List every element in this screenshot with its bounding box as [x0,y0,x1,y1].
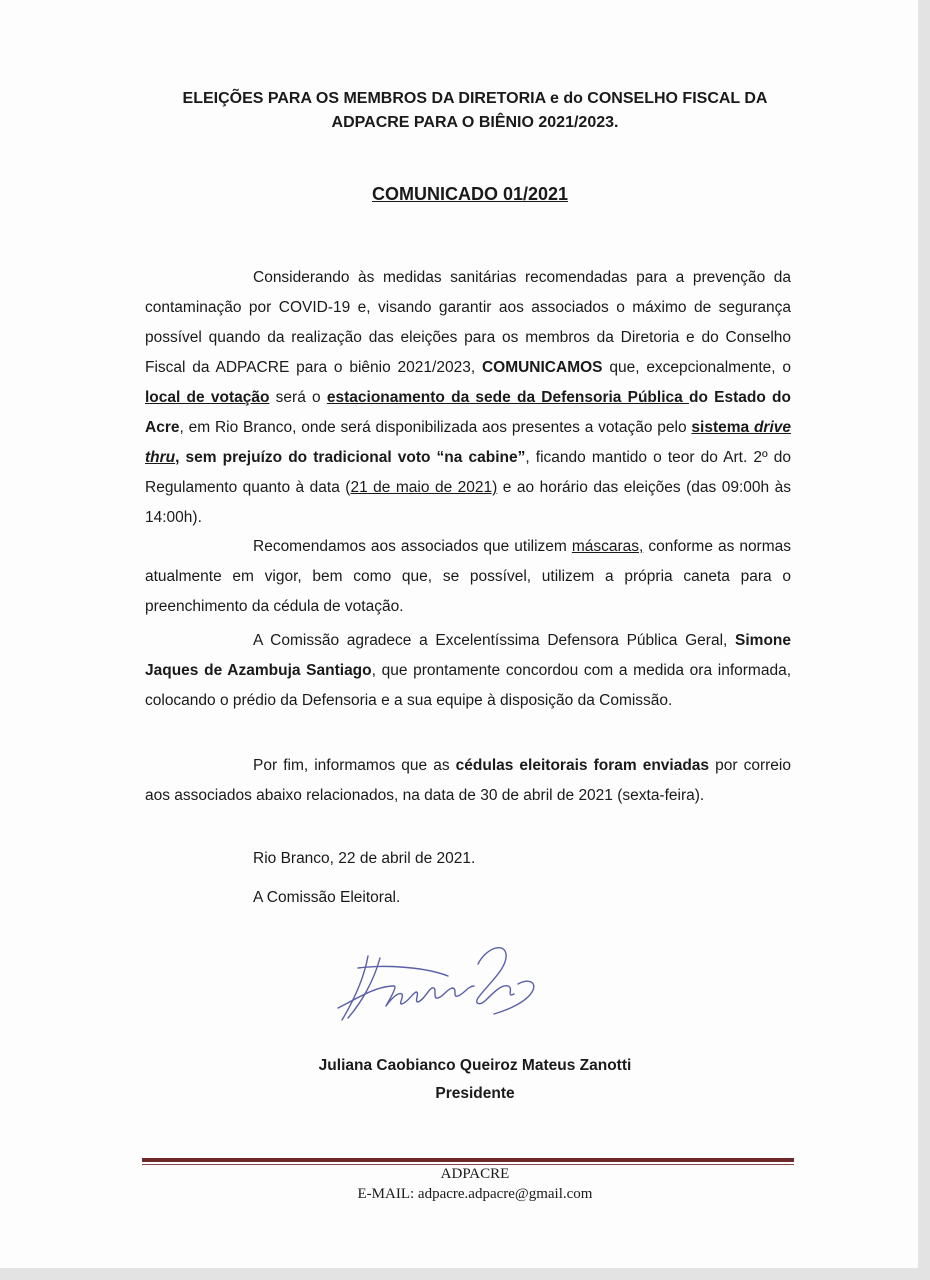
heading-line-1: ELEIÇÕES PARA OS MEMBROS DA DIRETORIA e do CONSELHO FISCAL DA [182,90,768,107]
p3-text-1: A Comissão agradece a Excelentíssima Defensora Pública Geral, [253,632,736,649]
p1-underline-date: 21 de maio de 2021) [350,479,498,496]
p1-text-2: que, excepcionalmente, o [602,359,791,376]
p1-underline-sistema: sistema [691,419,754,436]
p1-underline-drive-thru: drive thru [145,419,792,466]
footer-org: ADPACRE [440,1166,510,1182]
p1-text-4: , em Rio Branco, onde será disponibilizada aos presentes a votação pelo [179,419,692,436]
footer-email: E-MAIL: adpacre.adpacre@gmail.com [357,1186,593,1202]
handwritten-signature [328,928,548,1038]
p1-underline-local: local de votação [145,389,270,406]
p1-bold-comunicamos: COMUNICAMOS [481,359,603,376]
paragraph-masks [145,532,791,622]
document-heading [100,87,850,135]
p3-bold-name: Simone Jaques de Azambuja Santiago [145,632,791,679]
p4-text-1: Por fim, informamos que as [253,757,456,774]
date-line: Rio Branco, 22 de abril de 2021. [253,850,476,867]
p4-bold-cedulas: cédulas eleitorais foram enviadas [455,757,710,774]
p1-bold-estado: do Estado do Acre [145,389,791,436]
signer-role: Presidente [435,1085,515,1102]
p4-text-2: por correio aos associados abaixo relacionados, na data de 30 de abril de 2021 (sexta-feira). [145,757,791,804]
comunicado-title: COMUNICADO 01/2021 [371,184,569,204]
p1-text-1: Considerando às medidas sanitárias recomendadas para a prevenção da contaminação por COVID-19 e, visando garantir aos associados o máximo de segurança possível quando da realização das eleições para os membros da Diretoria e do Conselho Fiscal da ADPACRE para o biênio 2021/2023, [145,269,791,376]
footer-divider-thin [142,1164,794,1165]
footer-divider [142,1158,794,1162]
p2-text-1: Recomendamos aos associados que utilizem [253,538,572,555]
p3-text-2: , que prontamente concordou com a medida ora informada, colocando o prédio da Defensoria e a sua equipe à disposição da Comissão. [145,662,791,709]
p1-text-6: e ao horário das eleições (das 09:00h às 14:00h). [145,479,791,526]
comissao-line: A Comissão Eleitoral. [253,889,401,906]
paragraph-thanks [145,626,791,716]
paragraph-measures [145,263,791,533]
signer-name: Juliana Caobianco Queiroz Mateus Zanotti [318,1057,632,1074]
p2-text-2: conforme as normas atualmente em vigor, bem como que, se possível, utilizem a própria caneta para o preenchimento da cédula de votação. [145,538,792,615]
heading-line-2: ADPACRE PARA O BIÊNIO 2021/2023. [331,114,619,131]
paragraph-ballots [145,751,791,811]
p1-bold-cabine: , sem prejuízo do tradicional voto “na cabine” [175,449,526,466]
p1-text-3: será o [269,389,327,406]
p1-underline-estacionamento: estacionamento da sede da Defensoria Pública [326,389,689,406]
p2-underline-mascaras: máscaras, [571,538,644,555]
p1-text-5: , ficando mantido o teor do Art. 2º do Regulamento quanto à data ( [145,449,791,496]
